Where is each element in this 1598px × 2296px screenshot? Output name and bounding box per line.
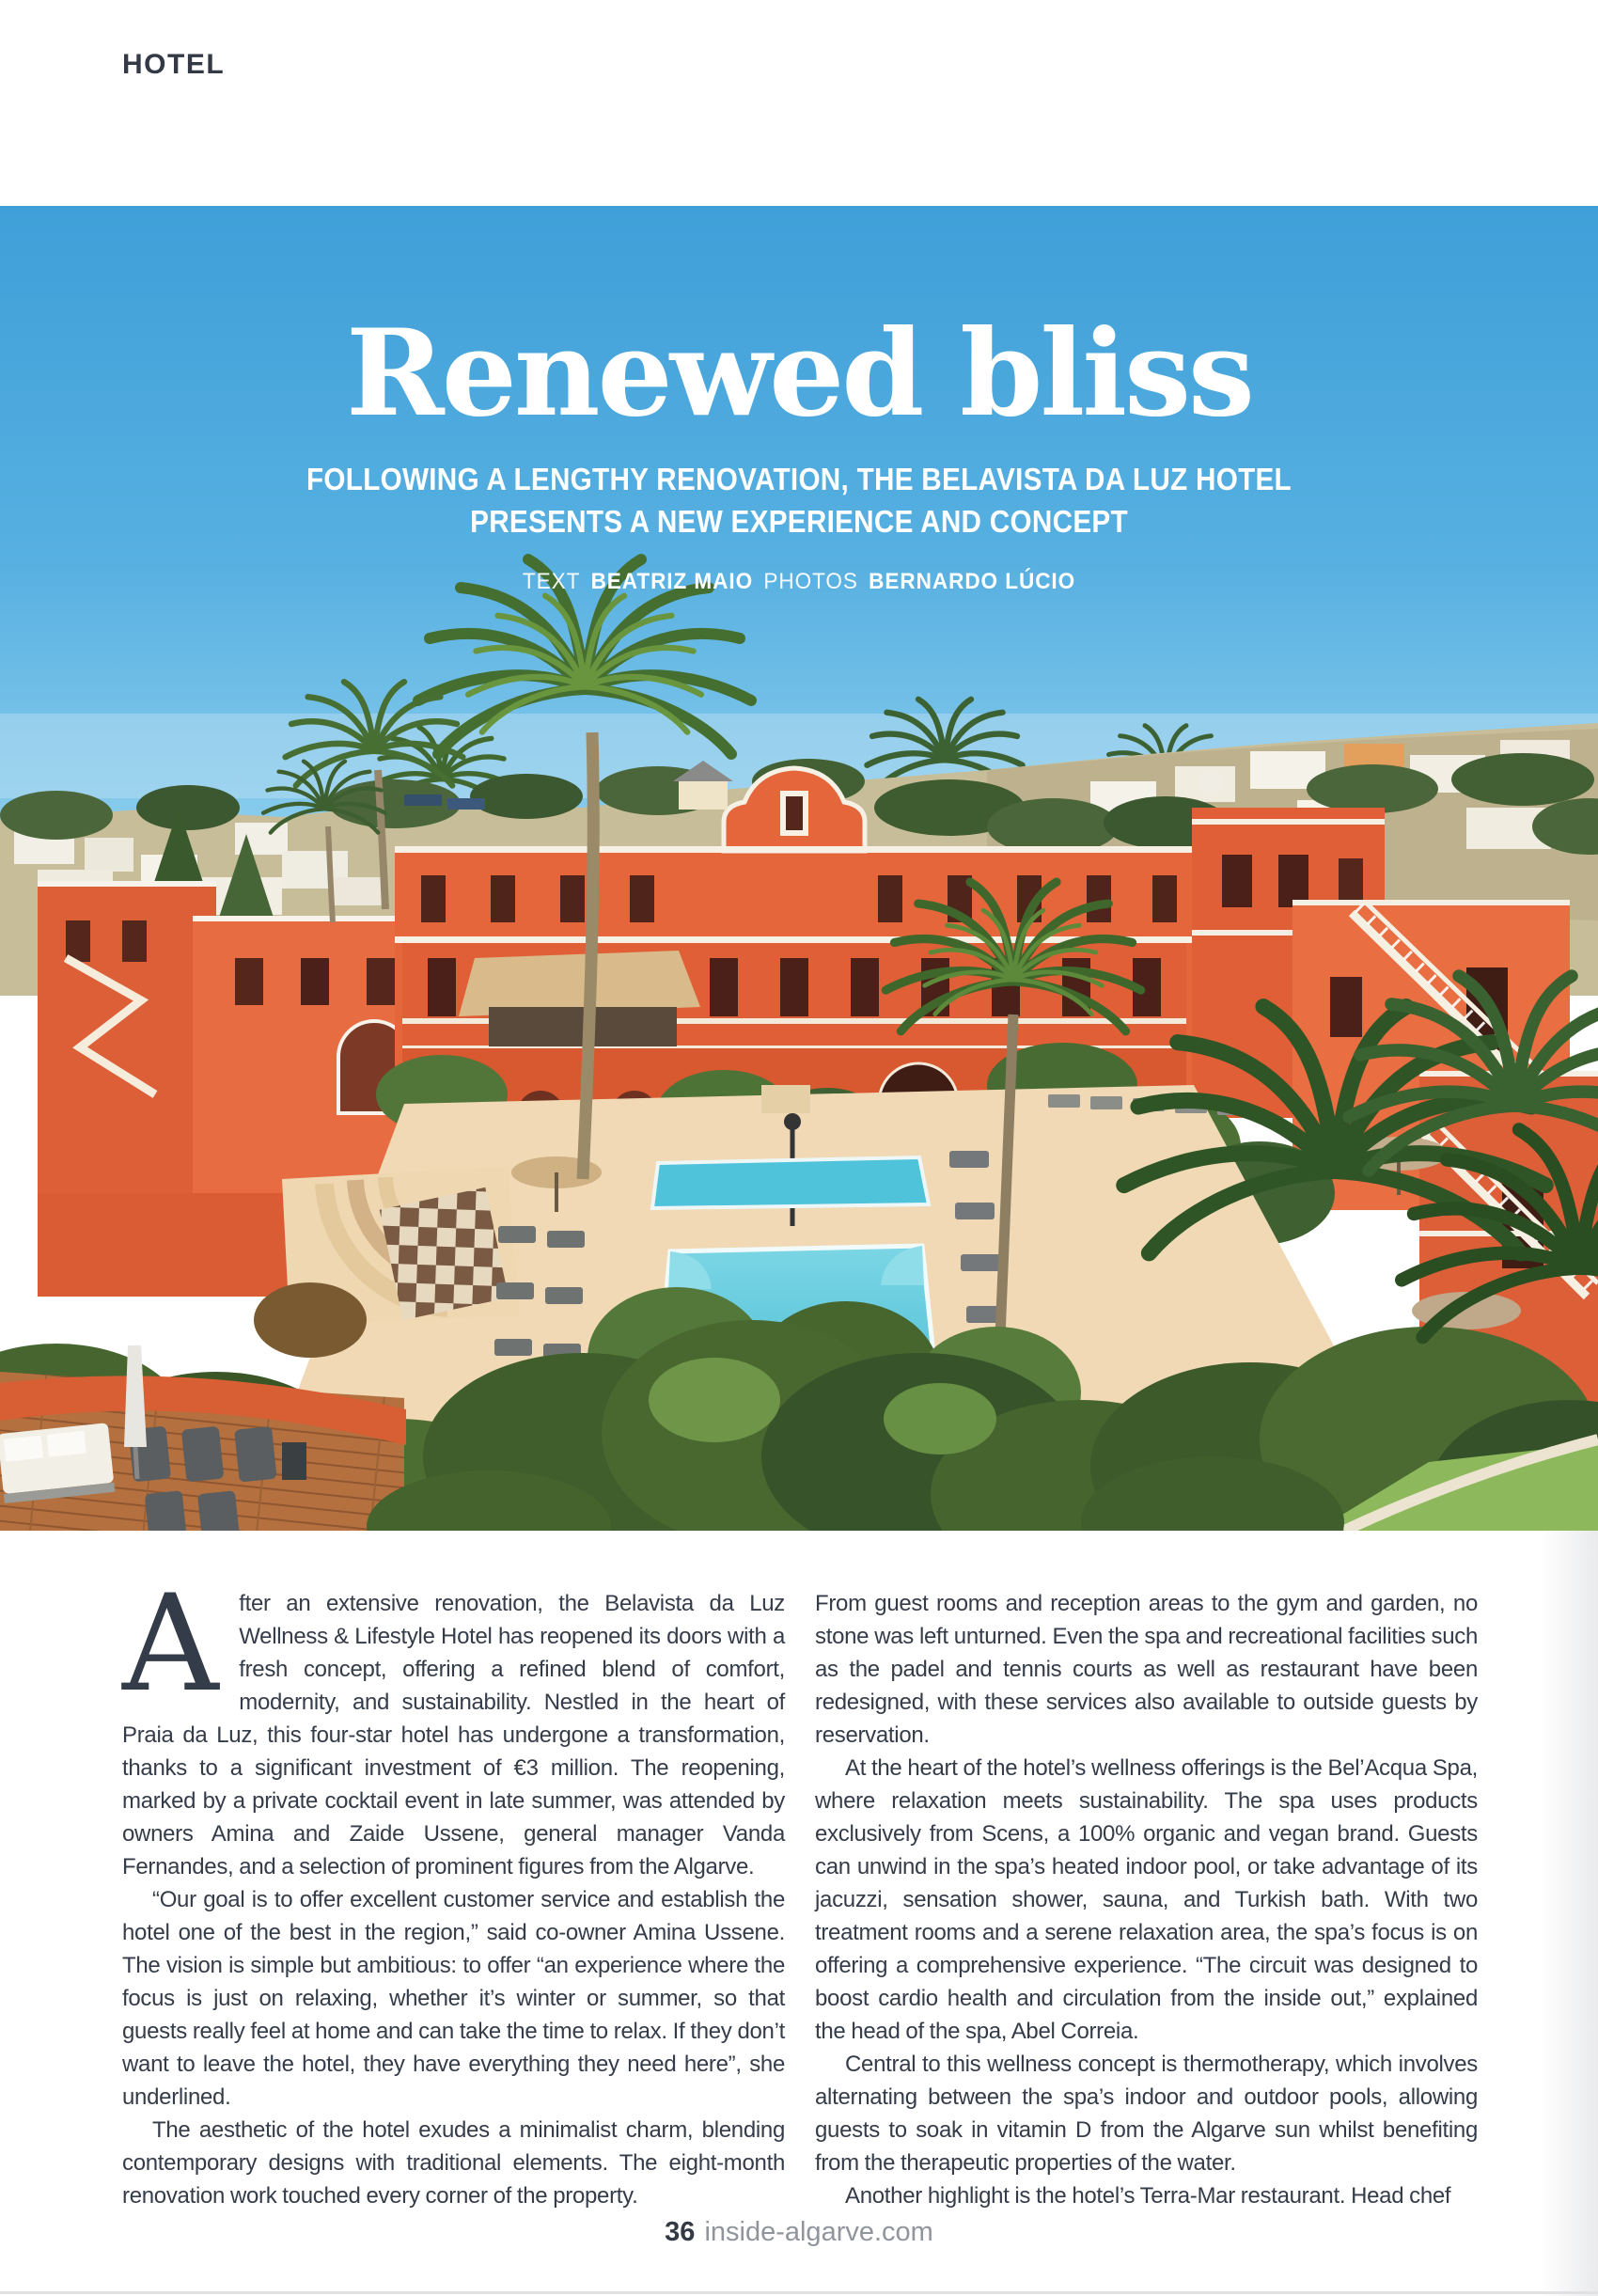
paragraph-text: fter an extensive renovation, the Belavista da Luz Wellness & Lifestyle Hotel has reopened its doors with a fresh concept, offering a refined blend of comfort, modernity, and sustainability. Nestled in the heart of Praia da Luz, this four-star hotel has undergone a transformation, thanks to a significant investment of €3 million. The reopening, marked by a private cocktail event in late summer, was attended by owners Amina and Zaide Ussene, general manager Vanda Fernandes, and a selection of prominent figures from the Algarve. [122,1591,785,1879]
article-title: Renewed bliss [346,304,1252,443]
paragraph: From guest rooms and reception areas to the gym and garden, no stone was left unturned. Even the spa and recreational facilities such as the padel and tennis courts as well as restaurant have been redesigned, with these services also available to outside guests by reservation. [815,1591,1478,1748]
closed-umbrella [124,1345,147,1447]
article-body [122,1566,1478,2212]
byline-text-author: BEATRIZ MAIO [590,569,754,594]
subtitle-line-1: FOLLOWING A LENGTHY RENOVATION, THE BELAVISTA DA LUZ HOTEL [306,462,1292,496]
byline [48,569,1550,595]
paragraph: Central to this wellness concept is thermotherapy, which involves alternating between the spa’s indoor and outdoor pools, allowing guests to soak in vitamin D from the Algarve sun whilst benefiting from the therapeutic properties of the water. [815,2052,1478,2176]
website-url: inside-algarve.com [704,2217,933,2247]
white-daybed [0,1423,115,1503]
byline-photos-author: BERNARDO LÚCIO [869,569,1076,594]
upper-pool [652,1157,929,1208]
paragraph: At the heart of the hotel’s wellness offerings is the Bel’Acqua Spa, where relaxation meets sustainability. The spa uses products exclusively from Scens, a 100% organic and vegan brand. Guests can unwind in the spa’s heated indoor pool, or take advantage of its jacuzzi, sensation shower, sauna, and Turkish bath. With two treatment rooms and a serene relaxation area, the spa’s focus is on offering a comprehensive experience. “The circuit was designed to boost cardio health and circulation from the inside out,” explained the head of the spa, Abel Correia. [815,1755,1478,2044]
paragraph: The aesthetic of the hotel exudes a minimalist charm, blending contemporary designs with traditional elements. The eight-month renovation work touched every corner of the property. [122,2117,785,2209]
drop-cap: A [122,1566,219,1722]
terrace-awning [459,951,700,1016]
article-subtitle [80,458,1518,543]
article-column-right [815,1587,1478,2212]
hero-photo [0,206,1598,1531]
page-number: 36 [665,2217,696,2247]
byline-photos-label: PHOTOS [763,569,858,594]
checkerboard-terrace [380,1187,509,1320]
paragraph: “Our goal is to offer excellent customer service and establish the hotel one of the best in the region,” said co-owner Amina Ussene. The vision is simple but ambitious: to offer “an experience where the focus is just on relaxing, whether it’s winter or summer, so that guests really feel at home and can take the time to relax. If they don’t want to leave the hotel, they have everything they need here”, she underlined. [122,1887,785,2110]
subtitle-line-2: PRESENTS A NEW EXPERIENCE AND CONCEPT [470,504,1128,539]
paragraph [122,1566,785,1883]
byline-text-label: TEXT [522,569,581,594]
page-bottom-edge [0,2291,1598,2294]
section-kicker: HOTEL [122,49,226,80]
article-column-left [122,1566,785,2212]
page-footer [0,2217,1598,2248]
paragraph: Another highlight is the hotel’s Terra-Mar restaurant. Head chef [845,2183,1451,2209]
page-edge-shading [1542,1531,1598,2296]
